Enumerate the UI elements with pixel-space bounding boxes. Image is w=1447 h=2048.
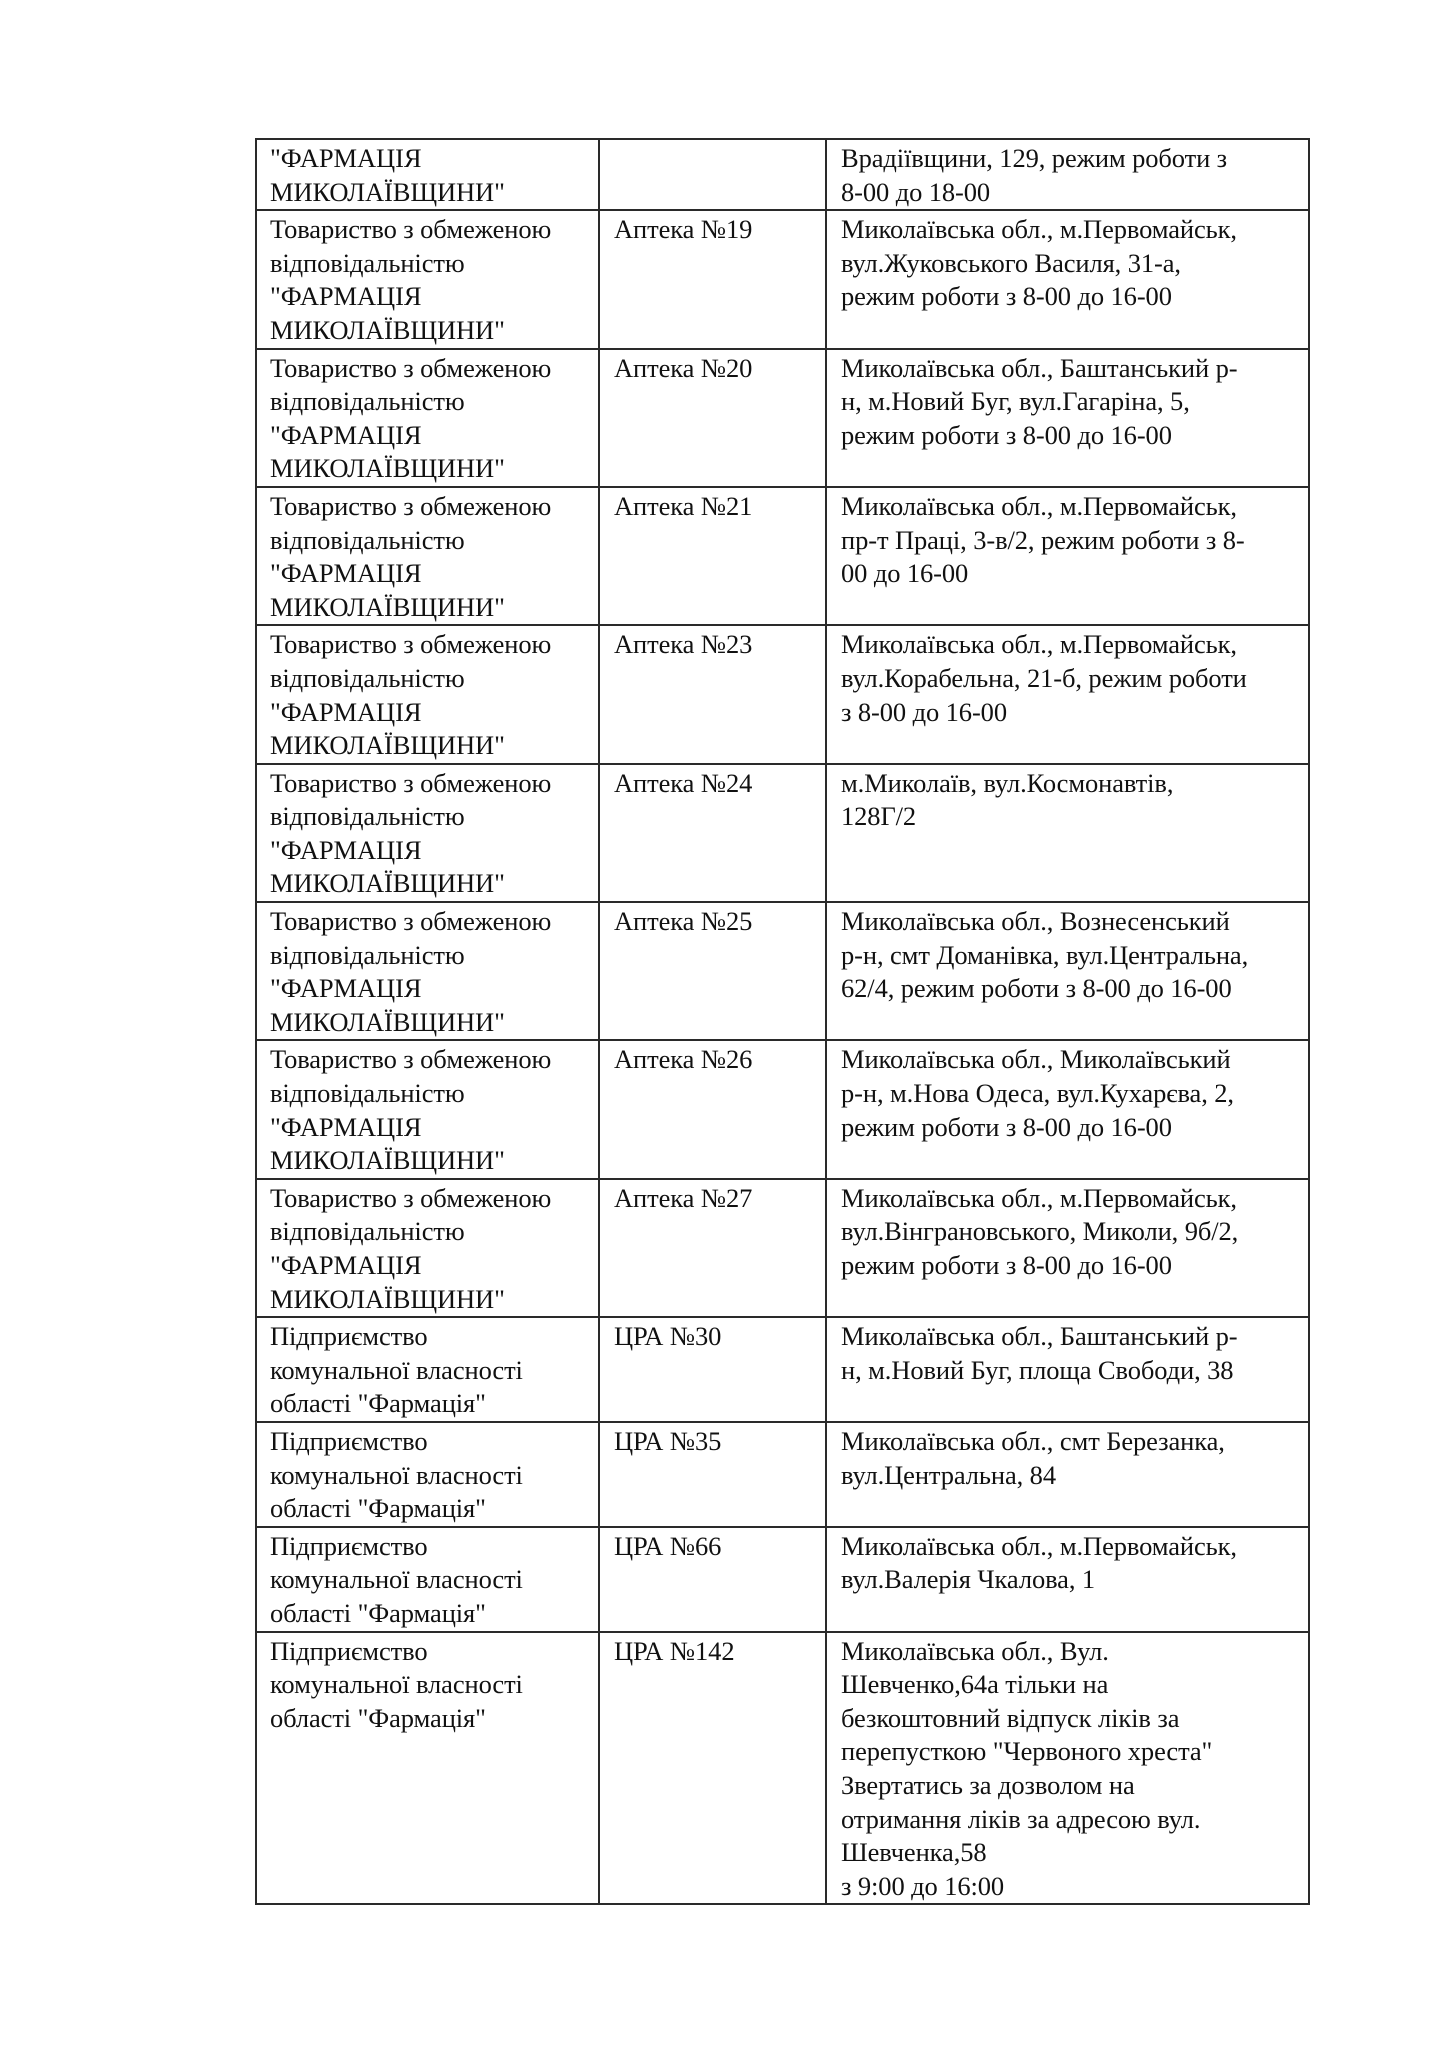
organization-cell: Товариство з обмеженою відповідальністю "ФАРМАЦІЯ МИКОЛАЇВЩИНИ" <box>256 1179 599 1317</box>
pharmacy-name-cell: ЦРА №30 <box>599 1317 826 1422</box>
pharmacy-name-cell: ЦРА №35 <box>599 1422 826 1527</box>
address-cell: Миколаївська обл., Вул. Шевченко,64а тільки на безкоштовний відпуск ліків за перепусткою "Червоного хреста" Звертатись за дозволом на отримання ліків за адресою вул. Шевченка,58 з 9:00 до 16:00 <box>826 1632 1309 1905</box>
organization-cell: Підприємство комунальної власності області "Фармація" <box>256 1527 599 1632</box>
table-row <box>256 1179 1309 1317</box>
organization-cell: Товариство з обмеженою відповідальністю "ФАРМАЦІЯ МИКОЛАЇВЩИНИ" <box>256 902 599 1040</box>
organization-cell: Товариство з обмеженою відповідальністю "ФАРМАЦІЯ МИКОЛАЇВЩИНИ" <box>256 625 599 763</box>
table-row <box>256 625 1309 763</box>
address-cell: Миколаївська обл., м.Первомайськ, вул.Корабельна, 21-б, режим роботи з 8-00 до 16-00 <box>826 625 1309 763</box>
pharmacy-name-cell: Аптека №26 <box>599 1040 826 1178</box>
address-cell: Миколаївська обл., м.Первомайськ, пр-т Праці, 3-в/2, режим роботи з 8- 00 до 16-00 <box>826 487 1309 625</box>
table-row <box>256 902 1309 1040</box>
address-cell: Миколаївська обл., м.Первомайськ, вул.Жуковського Василя, 31-а, режим роботи з 8-00 до 16-00 <box>826 210 1309 348</box>
address-cell: м.Миколаїв, вул.Космонавтів, 128Г/2 <box>826 764 1309 902</box>
pharmacy-name-cell: ЦРА №66 <box>599 1527 826 1632</box>
address-cell: Миколаївська обл., Баштанський р- н, м.Новий Буг, вул.Гагаріна, 5, режим роботи з 8-00 до 16-00 <box>826 349 1309 487</box>
pharmacy-name-cell: Аптека №27 <box>599 1179 826 1317</box>
address-cell: Миколаївська обл., м.Первомайськ, вул.Вінграновського, Миколи, 9б/2, режим роботи з 8-00 до 16-00 <box>826 1179 1309 1317</box>
address-cell: Миколаївська обл., смт Березанка, вул.Центральна, 84 <box>826 1422 1309 1527</box>
table-row <box>256 210 1309 348</box>
pharmacy-name-cell: Аптека №23 <box>599 625 826 763</box>
organization-cell: Товариство з обмеженою відповідальністю "ФАРМАЦІЯ МИКОЛАЇВЩИНИ" <box>256 487 599 625</box>
table-row <box>256 1527 1309 1632</box>
table-row <box>256 1317 1309 1422</box>
organization-cell: Підприємство комунальної власності області "Фармація" <box>256 1632 599 1905</box>
organization-cell: Товариство з обмеженою відповідальністю "ФАРМАЦІЯ МИКОЛАЇВЩИНИ" <box>256 210 599 348</box>
table-row <box>256 139 1309 210</box>
pharmacy-name-cell: Аптека №21 <box>599 487 826 625</box>
organization-cell: Підприємство комунальної власності області "Фармація" <box>256 1422 599 1527</box>
address-cell: Врадіївщини, 129, режим роботи з 8-00 до 18-00 <box>826 139 1309 210</box>
table-row <box>256 764 1309 902</box>
table-row <box>256 1422 1309 1527</box>
address-cell: Миколаївська обл., Миколаївський р-н, м.Нова Одеса, вул.Кухарєва, 2, режим роботи з 8-00 до 16-00 <box>826 1040 1309 1178</box>
table-row <box>256 349 1309 487</box>
organization-cell: Товариство з обмеженою відповідальністю "ФАРМАЦІЯ МИКОЛАЇВЩИНИ" <box>256 1040 599 1178</box>
pharmacy-table <box>255 138 1310 1905</box>
pharmacy-name-cell: Аптека №24 <box>599 764 826 902</box>
organization-cell: "ФАРМАЦІЯ МИКОЛАЇВЩИНИ" <box>256 139 599 210</box>
table-row <box>256 487 1309 625</box>
table-row <box>256 1632 1309 1905</box>
pharmacy-name-cell: Аптека №20 <box>599 349 826 487</box>
address-cell: Миколаївська обл., м.Первомайськ, вул.Валерія Чкалова, 1 <box>826 1527 1309 1632</box>
pharmacy-name-cell: Аптека №25 <box>599 902 826 1040</box>
organization-cell: Підприємство комунальної власності області "Фармація" <box>256 1317 599 1422</box>
address-cell: Миколаївська обл., Баштанський р- н, м.Новий Буг, площа Свободи, 38 <box>826 1317 1309 1422</box>
table-row <box>256 1040 1309 1178</box>
pharmacy-name-cell <box>599 139 826 210</box>
pharmacy-table-body <box>256 139 1309 1904</box>
organization-cell: Товариство з обмеженою відповідальністю "ФАРМАЦІЯ МИКОЛАЇВЩИНИ" <box>256 349 599 487</box>
pharmacy-name-cell: ЦРА №142 <box>599 1632 826 1905</box>
pharmacy-name-cell: Аптека №19 <box>599 210 826 348</box>
address-cell: Миколаївська обл., Вознесенський р-н, смт Доманівка, вул.Центральна, 62/4, режим роботи з 8-00 до 16-00 <box>826 902 1309 1040</box>
organization-cell: Товариство з обмеженою відповідальністю "ФАРМАЦІЯ МИКОЛАЇВЩИНИ" <box>256 764 599 902</box>
